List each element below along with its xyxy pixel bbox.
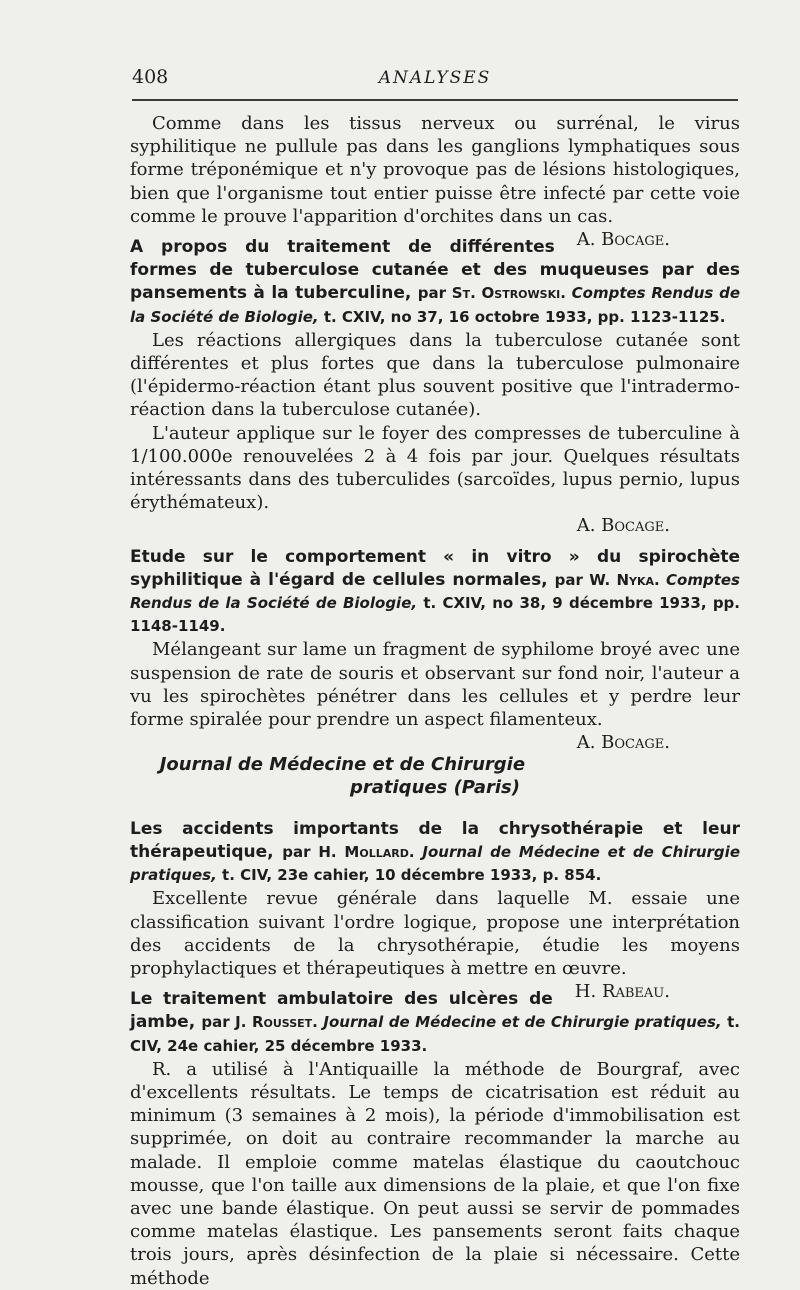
signature: A. Bocage. bbox=[576, 229, 670, 251]
signature: A. Bocage. bbox=[576, 732, 670, 754]
paragraph-text: Comme dans les tissus nerveux ou surrénal, le virus syphilitique ne pullule pas dans les ganglions lymphatiques sous forme tréponémique et n'y provoque pas de lésions histologiques, bien que l'organisme tout entier puisse être infecté par cette voie comme le prouve l'apparition d'orchites dans un cas. bbox=[130, 113, 740, 227]
article-continuation bbox=[130, 112, 740, 251]
article-title: Etude sur le comportement « in vitro » du spirochète syphilitique à l'égard de cellules normales, bbox=[130, 546, 740, 590]
abstract-paragraph bbox=[130, 887, 740, 1003]
par-word: par bbox=[201, 1013, 230, 1032]
author: H. Mollard. bbox=[318, 842, 415, 861]
page-header bbox=[130, 66, 740, 90]
abstract-paragraph bbox=[130, 638, 740, 754]
reference: t. CIV, 24e cahier, 25 décembre 1933. bbox=[130, 1013, 740, 1055]
paragraph-text: Mélangeant sur lame un fragment de syphilome broyé avec une suspension de rate de souris et observant sur fond noir, l'auteur a vu les spirochètes pénétrer dans les cellules et y perdre leur forme spiralée pour prendre un aspect filamenteux. bbox=[130, 639, 740, 731]
page-body bbox=[130, 112, 740, 1290]
abstract-paragraph: R. a utilisé à l'Antiquaille la méthode de Bourgraf, avec d'excellents résultats. Le temps de cicatrisation est réduit au minimum (3 semaines à 2 mois), la période d'immobilisation est supprimée, on doit au contraire recommander la marche au malade. Il emploie comme matelas élastique du caoutchouc mousse, que l'on taille aux dimensions de la plaie, et que l'on fixe avec une bande élastique. On peut aussi se servir de pommades comme matelas élastique. Les pansements seront faits chaque trois jours, après désinfection de la plaie si nécessaire. Cette méthode bbox=[130, 1058, 740, 1289]
journal-section-heading: Journal de Médecine et de Chirurgie pratiques (Paris) bbox=[159, 754, 526, 799]
article-title: Le traitement ambulatoire des ulcères de jambe, bbox=[130, 989, 553, 1033]
reference: t. CXIV, no 37, 16 octobre 1933, pp. 1123-1125. bbox=[323, 307, 726, 326]
abstract-paragraph: L'auteur applique sur le foyer des compresses de tuberculine à 1/100.000e renouvelées 2 à 4 fois par jour. Quelques résultats intéressants dans des tuberculides (sarcoïdes, lupus pernio, lupus érythémateux). bbox=[130, 422, 740, 514]
citation bbox=[130, 1013, 740, 1054]
journal-name: Comptes Rendus de la Société de Biologie, bbox=[130, 570, 740, 613]
running-title: ANALYSES bbox=[378, 68, 492, 88]
signature: H. Rabeau. bbox=[574, 981, 670, 1003]
abstract-paragraph: Les réactions allergiques dans la tuberculose cutanée sont différentes et plus fortes que dans la tuberculose pulmonaire (l'épidermo-réaction étant plus souvent positive que l'intradermo-réaction dans la tuberculose cutanée). bbox=[130, 329, 740, 421]
article-heading bbox=[130, 546, 740, 639]
page-number: 408 bbox=[132, 66, 169, 88]
header-rule bbox=[132, 99, 738, 101]
author: W. Nyka. bbox=[589, 570, 660, 589]
par-word: par bbox=[417, 284, 447, 303]
article-title: Les accidents importants de la chrysothérapie et leur thérapeutique, bbox=[130, 818, 740, 862]
signature: A. Bocage. bbox=[576, 515, 670, 537]
journal-name: Journal de Médecine et de Chirurgie pratiques, bbox=[130, 842, 740, 885]
paragraph-text: Excellente revue générale dans laquelle M. essaie une classification suivant l'ordre logique, propose une interprétation des accidents de la chrysothérapie, étudie les moyens prophylactiques et thérapeutiques à mettre en œuvre. bbox=[130, 888, 740, 979]
par-word: par bbox=[282, 842, 311, 861]
author: St. Ostrowski. bbox=[451, 284, 566, 303]
author: J. Rousset. bbox=[235, 1013, 318, 1032]
par-word: par bbox=[554, 570, 583, 589]
reference: t. CIV, 23e cahier, 10 décembre 1933, p. 854. bbox=[222, 866, 602, 885]
journal-name: Journal de Médecine et de Chirurgie pratiques, bbox=[323, 1013, 722, 1032]
journal-name: Comptes Rendus de la Société de Biologie, bbox=[130, 284, 741, 326]
article-title: A propos du traitement de différentes formes de tuberculose cutanée et des muqueuses par des pansements à la tuberculine, bbox=[130, 237, 740, 304]
reference: t. CXIV, no 38, 9 décembre 1933, pp. 1148-1149. bbox=[130, 594, 740, 636]
article-heading bbox=[130, 818, 740, 888]
